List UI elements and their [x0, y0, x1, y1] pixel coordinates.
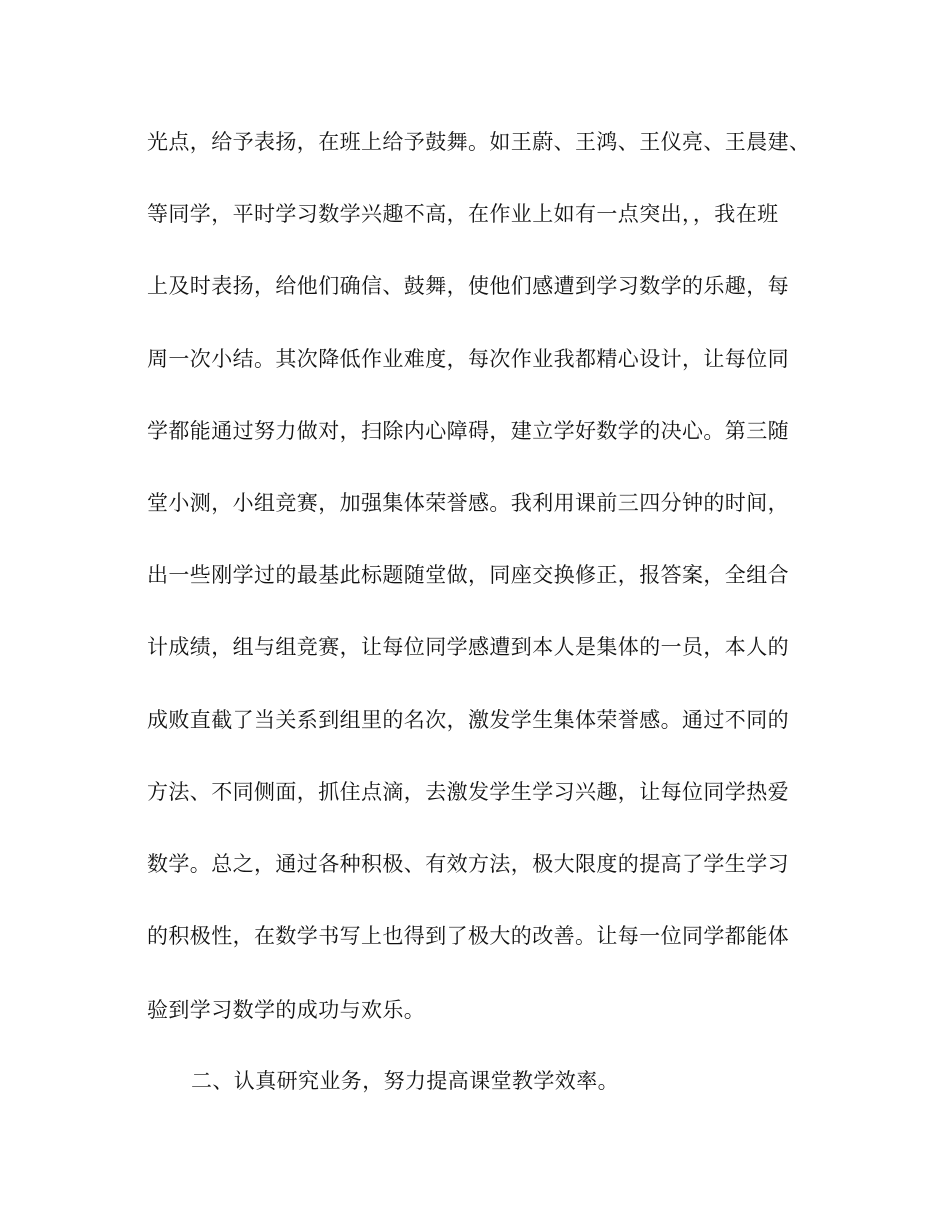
paragraph-line-13: 验到学习数学的成功与欢乐。	[147, 998, 426, 1022]
paragraph-line-1: 光点，给予表扬，在班上给予鼓舞。如王蔚、王鸿、王仪亮、王晨建、	[147, 130, 811, 154]
paragraph-line-3: 上及时表扬，给他们确信、鼓舞，使他们感遭到学习数学的乐趣，每	[147, 274, 789, 298]
paragraph-line-9: 成败直截了当关系到组里的名次，激发学生集体荣誉感。通过不同的	[147, 708, 789, 732]
paragraph-line-10: 方法、不同侧面，抓住点滴，去激发学生学习兴趣，让每位同学热爱	[147, 780, 789, 804]
paragraph-line-7: 出一些刚学过的最基此标题随堂做，同座交换修正，报答案，全组合	[147, 563, 789, 587]
section-heading: 二、认真研究业务，努力提高课堂教学效率。	[191, 1069, 619, 1093]
paragraph-line-12: 的积极性，在数学书写上也得到了极大的改善。让每一位同学都能体	[147, 924, 789, 948]
paragraph-line-2: 等同学，平时学习数学兴趣不高，在作业上如有一点突出，，我在班	[147, 202, 779, 226]
paragraph-line-6: 堂小测，小组竞赛，加强集体荣誉感。我利用课前三四分钟的时间，	[147, 491, 789, 515]
paragraph-line-4: 周一次小结。其次降低作业难度，每次作业我都精心设计，让每位同	[147, 347, 789, 371]
paragraph-line-11: 数学。总之，通过各种积极、有效方法，极大限度的提高了学生学习	[147, 852, 789, 876]
paragraph-line-8: 计成绩，组与组竞赛，让每位同学感遭到本人是集体的一员，本人的	[147, 635, 789, 659]
paragraph-line-5: 学都能通过努力做对，扫除内心障碍，建立学好数学的决心。第三随	[147, 419, 789, 443]
